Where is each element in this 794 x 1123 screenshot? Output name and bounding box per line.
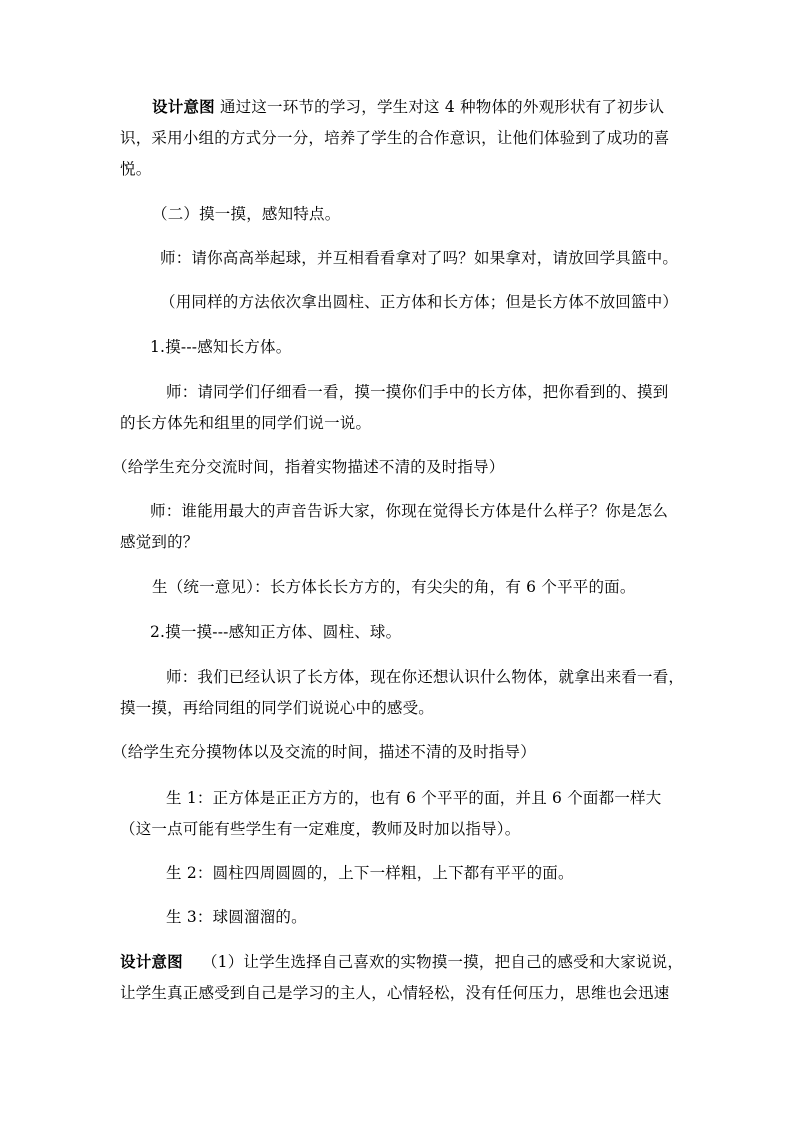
- design-intent-label: 设计意图: [152, 97, 215, 116]
- paragraph-line: （这一点可能有些学生有一定难度，教师及时加以指导）。: [120, 820, 521, 838]
- paragraph-design-intent-2: [120, 947, 684, 977]
- subheading-1: 1.摸---感知长方体。: [150, 338, 292, 356]
- paragraph-line: 识，采用小组的方式分一分，培养了学生的合作意识，让他们体验到了成功的喜: [120, 129, 670, 147]
- section-heading: （二）摸一摸，感知特点。: [152, 205, 341, 223]
- paragraph-design-intent-1: [152, 92, 708, 122]
- paragraph-note-2: （给学生充分交流时间，指着实物描述不清的及时指导）: [112, 458, 505, 476]
- paragraph-line: 让学生真正感受到自己是学习的主人，心情轻松，没有任何压力，思维也会迅速: [120, 984, 670, 1002]
- design-intent-label: 设计意图: [120, 952, 183, 971]
- subheading-2: 2.摸一摸---感知正方体、圆柱、球。: [150, 623, 402, 641]
- paragraph-note-1: （用同样的方法依次拿出圆柱、正方体和长方体；但是长方体不放回篮中）: [160, 293, 679, 311]
- paragraph-teacher-1: 师：请你高高举起球，并互相看看拿对了吗？如果拿对，请放回学具篮中。: [160, 249, 679, 267]
- paragraph-student-2: 生 2：圆柱四周圆圆的，上下一样粗，上下都有平平的面。: [166, 864, 574, 882]
- paragraph-student-consensus: 生（统一意见）：长方体长长方方的，有尖尖的角，有 6 个平平的面。: [152, 578, 636, 596]
- paragraph-teacher-3: 师：谁能用最大的声音告诉大家，你现在觉得长方体是什么样子？你是怎么: [150, 502, 669, 520]
- paragraph-line: 摸一摸，再给同组的同学们说说心中的感受。: [120, 699, 435, 717]
- paragraph-text: 通过这一环节的学习，学生对这 4 种物体的外观形状有了初步认: [219, 98, 665, 116]
- paragraph-text: （1）让学生选择自己喜欢的实物摸一摸，把自己的感受和大家说说，: [201, 953, 684, 971]
- paragraph-note-3: （给学生充分摸物体以及交流的时间，描述不清的及时指导）: [112, 743, 536, 761]
- paragraph-line: 悦。: [120, 160, 152, 178]
- paragraph-student-3: 生 3：球圆溜溜的。: [166, 908, 307, 926]
- paragraph-teacher-4: 师：我们已经认识了长方体，现在你还想认识什么物体，就拿出来看一看，: [166, 668, 685, 686]
- paragraph-student-1: 生 1：正方体是正正方方的，也有 6 个平平的面，并且 6 个面都一样大: [166, 789, 662, 807]
- paragraph-teacher-2: 师：请同学们仔细看一看，摸一摸你们手中的长方体，把你看到的、摸到: [166, 383, 669, 401]
- paragraph-line: 的长方体先和组里的同学们说一说。: [120, 414, 372, 432]
- paragraph-line: 感觉到的？: [120, 533, 199, 551]
